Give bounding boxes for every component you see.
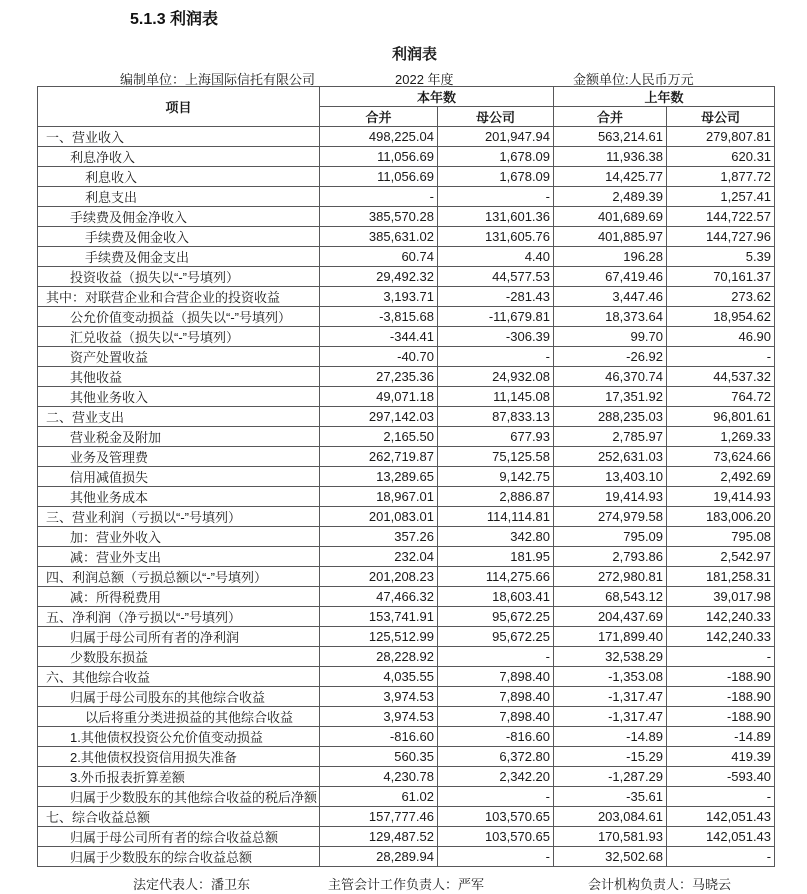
table-row — [38, 667, 775, 687]
row-item-label: 营业税金及附加 — [38, 427, 320, 447]
cell-current-consolidated: 3,974.53 — [320, 687, 438, 707]
cell-prior-consolidated: 99.70 — [554, 327, 667, 347]
cell-current-parent: 2,342.20 — [438, 767, 554, 787]
table-row — [38, 327, 775, 347]
row-item-label: 利息支出 — [38, 187, 320, 207]
cell-prior-consolidated: -1,353.08 — [554, 667, 667, 687]
cell-current-parent: 44,577.53 — [438, 267, 554, 287]
cell-prior-parent: - — [667, 347, 775, 367]
cell-prior-parent: -188.90 — [667, 667, 775, 687]
cell-prior-parent: 96,801.61 — [667, 407, 775, 427]
cell-prior-parent: 142,240.33 — [667, 627, 775, 647]
cell-prior-consolidated: 272,980.81 — [554, 567, 667, 587]
table-row — [38, 847, 775, 867]
cell-prior-consolidated: -26.92 — [554, 347, 667, 367]
cell-current-consolidated: 201,208.23 — [320, 567, 438, 587]
table-row — [38, 367, 775, 387]
cell-current-consolidated: 3,193.71 — [320, 287, 438, 307]
cell-prior-consolidated: 68,543.12 — [554, 587, 667, 607]
cell-prior-consolidated: -14.89 — [554, 727, 667, 747]
row-item-label: 归属于少数股东的综合收益总额 — [38, 847, 320, 867]
cell-current-parent: 131,605.76 — [438, 227, 554, 247]
row-item-label: 资产处置收益 — [38, 347, 320, 367]
table-row — [38, 647, 775, 667]
row-item-label: 业务及管理费 — [38, 447, 320, 467]
cell-prior-consolidated: 288,235.03 — [554, 407, 667, 427]
cell-current-consolidated: 4,035.55 — [320, 667, 438, 687]
signatories — [37, 874, 774, 894]
table-row — [38, 147, 775, 167]
cell-current-parent: - — [438, 787, 554, 807]
table-row — [38, 827, 775, 847]
table-row — [38, 487, 775, 507]
row-item-label: 利息净收入 — [38, 147, 320, 167]
cell-prior-parent: 144,727.96 — [667, 227, 775, 247]
row-item-label: 少数股东损益 — [38, 647, 320, 667]
cell-current-parent: 7,898.40 — [438, 707, 554, 727]
cell-prior-parent: 279,807.81 — [667, 127, 775, 147]
cell-current-parent: 181.95 — [438, 547, 554, 567]
cell-prior-consolidated: 67,419.46 — [554, 267, 667, 287]
cell-prior-consolidated: 795.09 — [554, 527, 667, 547]
cell-current-parent: 6,372.80 — [438, 747, 554, 767]
table-row — [38, 767, 775, 787]
cell-prior-parent: - — [667, 647, 775, 667]
cell-prior-consolidated: 2,793.86 — [554, 547, 667, 567]
cell-prior-parent: 1,257.41 — [667, 187, 775, 207]
cell-current-consolidated: 157,777.46 — [320, 807, 438, 827]
statement-sheet — [37, 46, 774, 894]
row-item-label: 手续费及佣金收入 — [38, 227, 320, 247]
table-row — [38, 267, 775, 287]
row-item-label: 信用减值损失 — [38, 467, 320, 487]
row-item-label: 其他业务收入 — [38, 387, 320, 407]
cell-current-consolidated: -344.41 — [320, 327, 438, 347]
table-title: 利润表 — [391, 46, 437, 63]
cell-prior-parent: 142,240.33 — [667, 607, 775, 627]
cell-current-parent: 7,898.40 — [438, 667, 554, 687]
cell-prior-parent: 1,877.72 — [667, 167, 775, 187]
col-group-current-year: 本年数 — [320, 87, 554, 107]
cell-current-consolidated: 232.04 — [320, 547, 438, 567]
table-row — [38, 227, 775, 247]
cell-prior-parent: 39,017.98 — [667, 587, 775, 607]
table-row — [38, 287, 775, 307]
cell-current-consolidated: 297,142.03 — [320, 407, 438, 427]
cell-prior-parent: 5.39 — [667, 247, 775, 267]
cell-current-consolidated: -816.60 — [320, 727, 438, 747]
cell-prior-consolidated: 32,502.68 — [554, 847, 667, 867]
col-header-item: 项目 — [38, 87, 320, 127]
cell-current-consolidated: 13,289.65 — [320, 467, 438, 487]
header-row-groups — [38, 87, 775, 107]
cell-prior-consolidated: 274,979.58 — [554, 507, 667, 527]
cell-current-parent: 4.40 — [438, 247, 554, 267]
cell-prior-consolidated: 196.28 — [554, 247, 667, 267]
cell-prior-parent: 183,006.20 — [667, 507, 775, 527]
cell-prior-consolidated: 563,214.61 — [554, 127, 667, 147]
cell-current-parent: 103,570.65 — [438, 827, 554, 847]
cell-prior-consolidated: 204,437.69 — [554, 607, 667, 627]
cell-prior-consolidated: 17,351.92 — [554, 387, 667, 407]
cell-current-consolidated: 498,225.04 — [320, 127, 438, 147]
cell-prior-consolidated: 203,084.61 — [554, 807, 667, 827]
cell-current-consolidated: 560.35 — [320, 747, 438, 767]
cell-current-consolidated: 357.26 — [320, 527, 438, 547]
prepared-by-label: 编制单位：上海国际信托有限公司 — [120, 72, 316, 87]
cell-prior-parent: 73,624.66 — [667, 447, 775, 467]
cell-current-consolidated: 18,967.01 — [320, 487, 438, 507]
row-item-label: 投资收益（损失以“-”号填列） — [38, 267, 320, 287]
cell-current-parent: - — [438, 847, 554, 867]
cell-current-consolidated: 11,056.69 — [320, 167, 438, 187]
cell-current-consolidated: 28,289.94 — [320, 847, 438, 867]
table-row — [38, 527, 775, 547]
profit-table-body — [38, 127, 775, 867]
cell-prior-parent: 2,492.69 — [667, 467, 775, 487]
table-row — [38, 247, 775, 267]
profit-table-header — [38, 87, 775, 127]
col-group-prior-year: 上年数 — [554, 87, 775, 107]
cell-current-parent: 95,672.25 — [438, 627, 554, 647]
cell-current-consolidated: -40.70 — [320, 347, 438, 367]
cell-prior-parent: 144,722.57 — [667, 207, 775, 227]
cell-current-consolidated: 49,071.18 — [320, 387, 438, 407]
cell-current-parent: 677.93 — [438, 427, 554, 447]
cell-prior-consolidated: -1,317.47 — [554, 707, 667, 727]
cell-current-consolidated: 47,466.32 — [320, 587, 438, 607]
cell-prior-consolidated: 252,631.03 — [554, 447, 667, 467]
statement-meta — [37, 64, 774, 86]
cell-current-parent: 114,275.66 — [438, 567, 554, 587]
cell-current-consolidated: 29,492.32 — [320, 267, 438, 287]
table-row — [38, 187, 775, 207]
cell-prior-parent: 1,269.33 — [667, 427, 775, 447]
cell-prior-consolidated: 46,370.74 — [554, 367, 667, 387]
cell-current-parent: 131,601.36 — [438, 207, 554, 227]
cell-current-parent: 24,932.08 — [438, 367, 554, 387]
cell-prior-consolidated: 3,447.46 — [554, 287, 667, 307]
cell-current-consolidated: 129,487.52 — [320, 827, 438, 847]
table-row — [38, 407, 775, 427]
cell-current-consolidated: 3,974.53 — [320, 707, 438, 727]
cell-prior-parent: 18,954.62 — [667, 307, 775, 327]
cell-current-parent: 2,886.87 — [438, 487, 554, 507]
cell-prior-parent: -593.40 — [667, 767, 775, 787]
cell-prior-parent: 419.39 — [667, 747, 775, 767]
cell-prior-parent: -14.89 — [667, 727, 775, 747]
table-row — [38, 787, 775, 807]
profit-table — [37, 86, 775, 867]
row-item-label: 手续费及佣金净收入 — [38, 207, 320, 227]
section-title: 5.1.3 利润表 — [130, 11, 219, 28]
cell-current-parent: 9,142.75 — [438, 467, 554, 487]
cell-current-consolidated: 11,056.69 — [320, 147, 438, 167]
cell-prior-consolidated: 171,899.40 — [554, 627, 667, 647]
cell-prior-consolidated: 18,373.64 — [554, 307, 667, 327]
cell-prior-parent: 181,258.31 — [667, 567, 775, 587]
row-item-label: 六、其他综合收益 — [38, 667, 320, 687]
cell-current-parent: -11,679.81 — [438, 307, 554, 327]
row-item-label: 3.外币报表折算差额 — [38, 767, 320, 787]
table-row — [38, 807, 775, 827]
cell-current-consolidated: - — [320, 187, 438, 207]
cell-current-consolidated: 385,570.28 — [320, 207, 438, 227]
cell-prior-consolidated: 11,936.38 — [554, 147, 667, 167]
cell-prior-parent: 46.90 — [667, 327, 775, 347]
table-row — [38, 547, 775, 567]
cell-current-consolidated: 61.02 — [320, 787, 438, 807]
cell-current-parent: 114,114.81 — [438, 507, 554, 527]
col-header-prior-parent: 母公司 — [667, 107, 775, 127]
cell-prior-parent: 70,161.37 — [667, 267, 775, 287]
table-row — [38, 347, 775, 367]
cell-prior-consolidated: -1,317.47 — [554, 687, 667, 707]
cell-prior-parent: 795.08 — [667, 527, 775, 547]
cell-prior-consolidated: -35.61 — [554, 787, 667, 807]
cell-prior-parent: 764.72 — [667, 387, 775, 407]
row-item-label: 二、营业支出 — [38, 407, 320, 427]
table-row — [38, 387, 775, 407]
cell-current-parent: 1,678.09 — [438, 167, 554, 187]
table-row — [38, 167, 775, 187]
table-row — [38, 127, 775, 147]
cell-current-parent: 342.80 — [438, 527, 554, 547]
table-row — [38, 707, 775, 727]
cell-prior-parent: - — [667, 787, 775, 807]
table-row — [38, 687, 775, 707]
table-row — [38, 567, 775, 587]
cell-current-parent: 75,125.58 — [438, 447, 554, 467]
cell-prior-parent: 19,414.93 — [667, 487, 775, 507]
currency-unit-label: 金额单位:人民币万元 — [573, 72, 694, 87]
cell-current-consolidated: 27,235.36 — [320, 367, 438, 387]
cell-current-parent: 95,672.25 — [438, 607, 554, 627]
cell-current-parent: -306.39 — [438, 327, 554, 347]
cell-current-consolidated: 4,230.78 — [320, 767, 438, 787]
cell-current-consolidated: 60.74 — [320, 247, 438, 267]
cell-current-parent: 18,603.41 — [438, 587, 554, 607]
cell-prior-parent: 620.31 — [667, 147, 775, 167]
col-header-current-consolidated: 合并 — [320, 107, 438, 127]
cell-prior-consolidated: 32,538.29 — [554, 647, 667, 667]
cell-prior-parent: 142,051.43 — [667, 807, 775, 827]
cell-current-consolidated: 28,228.92 — [320, 647, 438, 667]
cell-prior-consolidated: -1,287.29 — [554, 767, 667, 787]
cell-prior-parent: 273.62 — [667, 287, 775, 307]
cell-current-parent: 11,145.08 — [438, 387, 554, 407]
chief-accountant-label: 主管会计工作负责人：严军 — [328, 877, 485, 892]
cell-prior-parent: 44,537.32 — [667, 367, 775, 387]
cell-prior-consolidated: 401,885.97 — [554, 227, 667, 247]
cell-current-parent: -816.60 — [438, 727, 554, 747]
row-item-label: 三、营业利润（亏损以“-”号填列） — [38, 507, 320, 527]
row-item-label: 减：营业外支出 — [38, 547, 320, 567]
cell-current-parent: - — [438, 187, 554, 207]
col-header-prior-consolidated: 合并 — [554, 107, 667, 127]
cell-current-parent: - — [438, 647, 554, 667]
cell-current-consolidated: 262,719.87 — [320, 447, 438, 467]
cell-current-parent: - — [438, 347, 554, 367]
cell-prior-consolidated: 2,785.97 — [554, 427, 667, 447]
cell-current-consolidated: 385,631.02 — [320, 227, 438, 247]
cell-prior-consolidated: 401,689.69 — [554, 207, 667, 227]
legal-representative-label: 法定代表人：潘卫东 — [133, 877, 251, 892]
accounting-head-label: 会计机构负责人：马晓云 — [588, 877, 732, 892]
table-row — [38, 727, 775, 747]
cell-current-consolidated: -3,815.68 — [320, 307, 438, 327]
cell-prior-consolidated: 19,414.93 — [554, 487, 667, 507]
cell-prior-parent: -188.90 — [667, 687, 775, 707]
row-item-label: 2.其他债权投资信用损失准备 — [38, 747, 320, 767]
cell-prior-parent: -188.90 — [667, 707, 775, 727]
row-item-label: 七、综合收益总额 — [38, 807, 320, 827]
table-row — [38, 427, 775, 447]
table-row — [38, 467, 775, 487]
table-row — [38, 447, 775, 467]
cell-current-consolidated: 2,165.50 — [320, 427, 438, 447]
row-item-label: 减：所得税费用 — [38, 587, 320, 607]
col-header-current-parent: 母公司 — [438, 107, 554, 127]
table-row — [38, 627, 775, 647]
row-item-label: 汇兑收益（损失以“-”号填列） — [38, 327, 320, 347]
cell-current-parent: 1,678.09 — [438, 147, 554, 167]
row-item-label: 五、净利润（净亏损以“-”号填列） — [38, 607, 320, 627]
cell-prior-parent: 2,542.97 — [667, 547, 775, 567]
cell-prior-parent: - — [667, 847, 775, 867]
cell-prior-consolidated: -15.29 — [554, 747, 667, 767]
row-item-label: 以后将重分类进损益的其他综合收益 — [38, 707, 320, 727]
row-item-label: 公允价值变动损益（损失以“-”号填列） — [38, 307, 320, 327]
row-item-label: 归属于母公司所有者的净利润 — [38, 627, 320, 647]
row-item-label: 四、利润总额（亏损总额以“-”号填列） — [38, 567, 320, 587]
table-row — [38, 207, 775, 227]
table-row — [38, 587, 775, 607]
row-item-label: 利息收入 — [38, 167, 320, 187]
row-item-label: 手续费及佣金支出 — [38, 247, 320, 267]
cell-current-consolidated: 153,741.91 — [320, 607, 438, 627]
cell-current-consolidated: 125,512.99 — [320, 627, 438, 647]
row-item-label: 1.其他债权投资公允价值变动损益 — [38, 727, 320, 747]
row-item-label: 其中：对联营企业和合营企业的投资收益 — [38, 287, 320, 307]
table-row — [38, 607, 775, 627]
row-item-label: 其他收益 — [38, 367, 320, 387]
cell-prior-consolidated: 2,489.39 — [554, 187, 667, 207]
cell-current-parent: 87,833.13 — [438, 407, 554, 427]
row-item-label: 归属于少数股东的其他综合收益的税后净额 — [38, 787, 320, 807]
table-row — [38, 747, 775, 767]
cell-prior-consolidated: 14,425.77 — [554, 167, 667, 187]
cell-prior-parent: 142,051.43 — [667, 827, 775, 847]
table-row — [38, 307, 775, 327]
cell-current-parent: -281.43 — [438, 287, 554, 307]
row-item-label: 加：营业外收入 — [38, 527, 320, 547]
cell-current-parent: 7,898.40 — [438, 687, 554, 707]
row-item-label: 其他业务成本 — [38, 487, 320, 507]
cell-current-parent: 201,947.94 — [438, 127, 554, 147]
cell-current-consolidated: 201,083.01 — [320, 507, 438, 527]
row-item-label: 归属于母公司股东的其他综合收益 — [38, 687, 320, 707]
cell-current-parent: 103,570.65 — [438, 807, 554, 827]
row-item-label: 一、营业收入 — [38, 127, 320, 147]
cell-prior-consolidated: 13,403.10 — [554, 467, 667, 487]
table-row — [38, 507, 775, 527]
row-item-label: 归属于母公司所有者的综合收益总额 — [38, 827, 320, 847]
cell-prior-consolidated: 170,581.93 — [554, 827, 667, 847]
reporting-period-label: 2022 年度 — [395, 72, 454, 87]
